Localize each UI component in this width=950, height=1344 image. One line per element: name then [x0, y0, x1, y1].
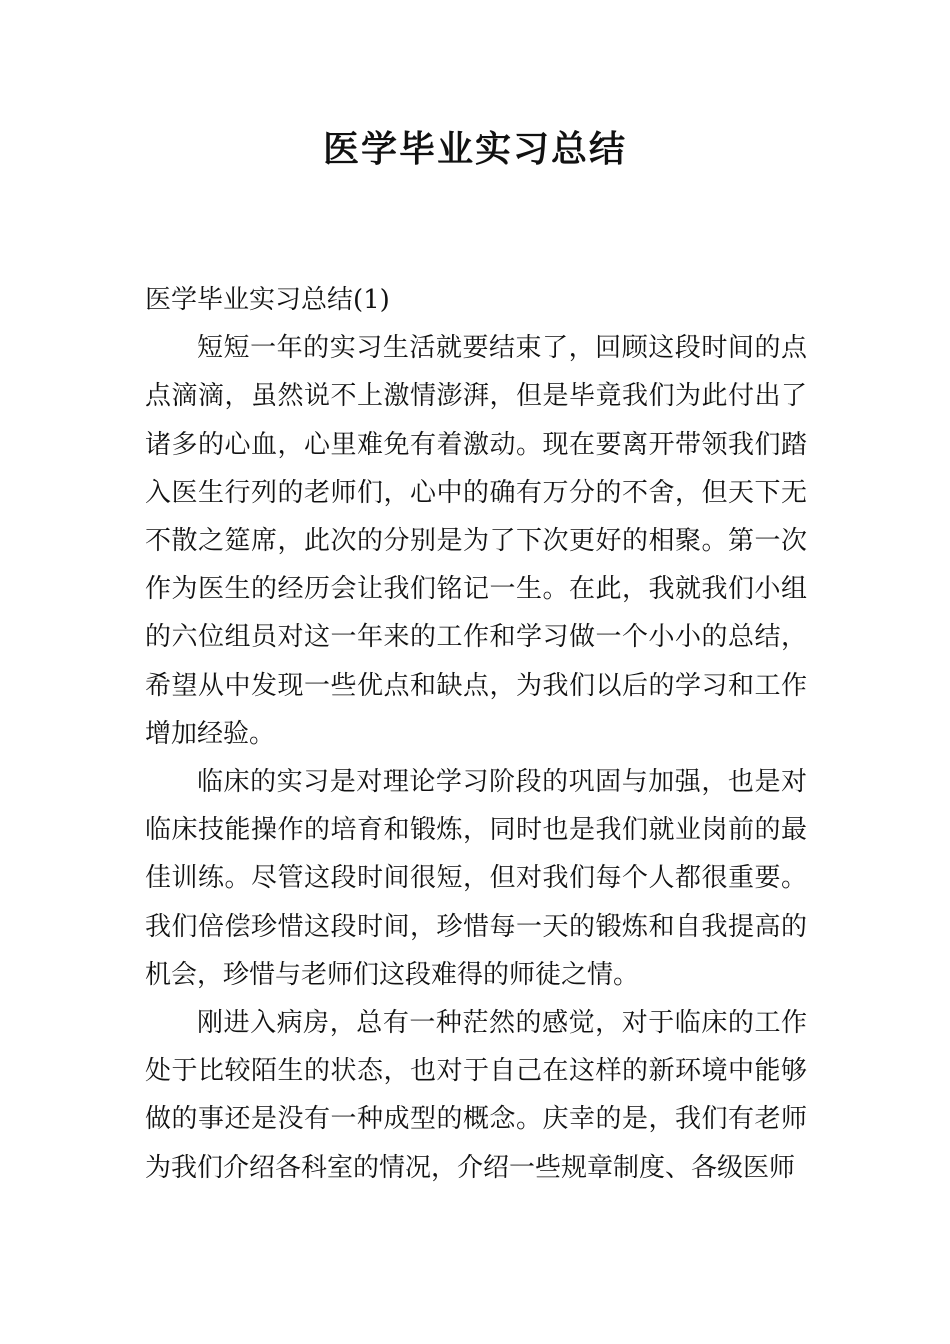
section-heading: 医学毕业实习总结(1)	[145, 285, 390, 315]
paragraph-1: 短短一年的实习生活就要结束了，回顾这段时间的点点滴滴，虽然说不上激情澎湃，但是毕竟我们为此付出了诸多的心血，心里难免有着激动。现在要离开带领我们踏入医生行列的老师们，心中的确有万分的不舍，但天下无不散之筵席，此次的分别是为了下次更好的相聚。第一次作为医生的经历会让我们铭记一生。在此，我就我们小组的六位组员对这一年来的工作和学习做一个小小的总结，希望从中发现一些优点和缺点，为我们以后的学习和工作增加经验。	[145, 333, 807, 749]
document-body	[145, 276, 807, 1192]
paragraph-2: 临床的实习是对理论学习阶段的巩固与加强，也是对临床技能操作的培育和锻炼，同时也是我们就业岗前的最佳训练。尽管这段时间很短，但对我们每个人都很重要。我们倍偿珍惜这段时间，珍惜每一天的锻炼和自我提高的机会，珍惜与老师们这段难得的师徒之情。	[145, 767, 807, 990]
paragraph-3: 刚进入病房，总有一种茫然的感觉，对于临床的工作处于比较陌生的状态，也对于自己在这样的新环境中能够做的事还是没有一种成型的概念。庆幸的是，我们有老师为我们介绍各科室的情况，介绍一些规章制度、各级医师	[145, 1008, 807, 1183]
document-title: 医学毕业实习总结	[322, 129, 627, 170]
